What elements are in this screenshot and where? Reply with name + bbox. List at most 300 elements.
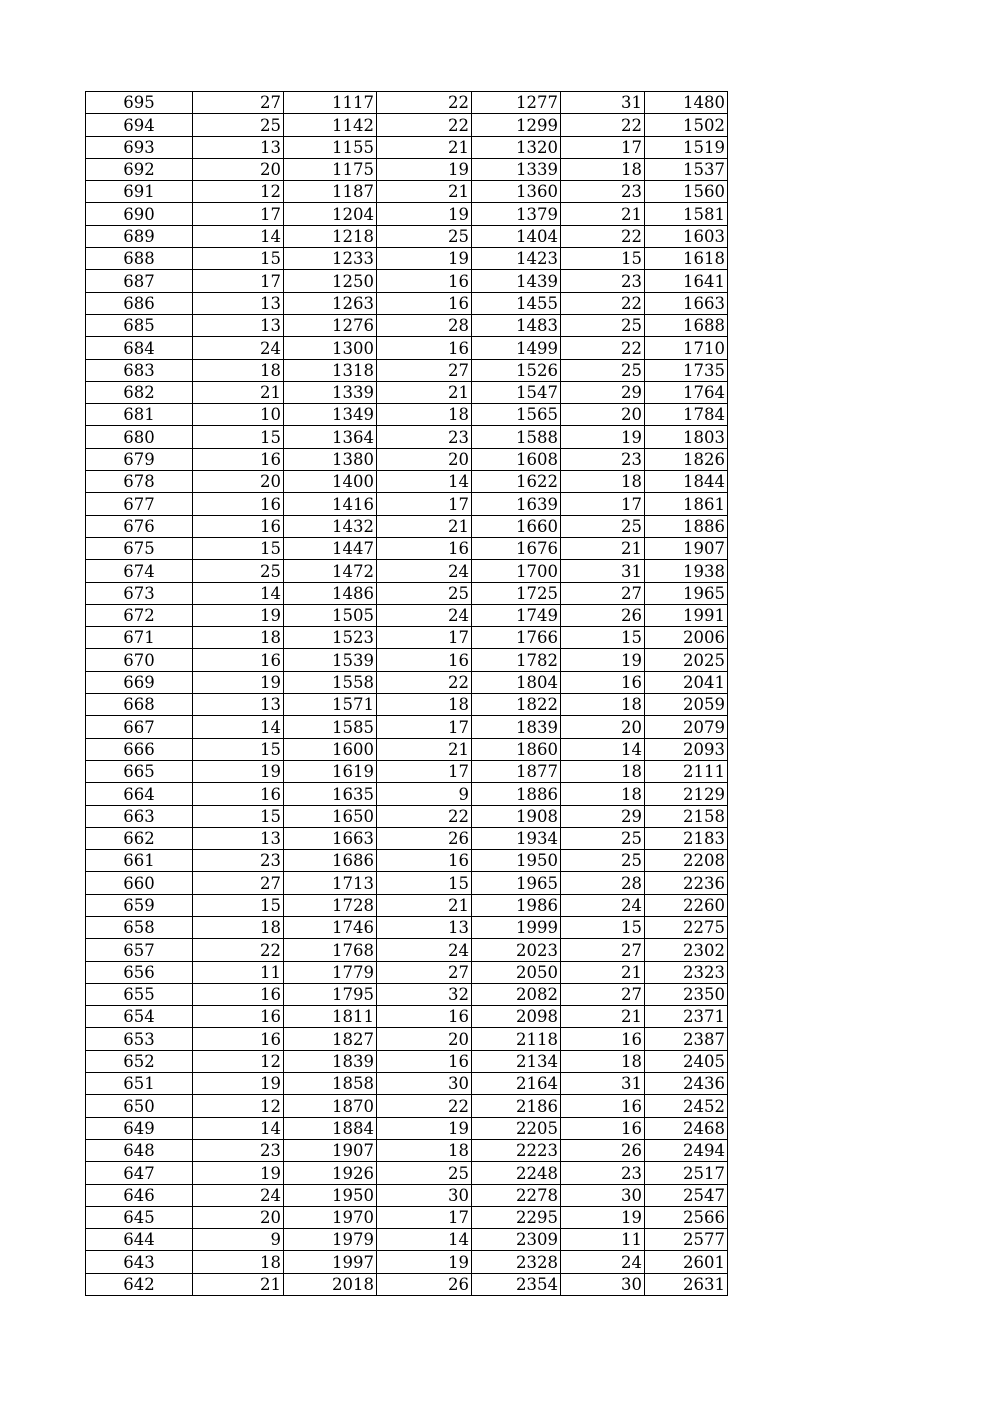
table-row xyxy=(86,493,728,515)
table-cell: 13 xyxy=(193,136,284,158)
table-cell: 19 xyxy=(193,760,284,782)
table-cell: 1585 xyxy=(284,716,377,738)
table-cell: 1155 xyxy=(284,136,377,158)
table-cell: 28 xyxy=(377,314,472,336)
table-row xyxy=(86,916,728,938)
table-cell: 21 xyxy=(561,1006,645,1028)
table-cell: 1997 xyxy=(284,1251,377,1273)
table-cell: 1735 xyxy=(645,359,728,381)
table-row xyxy=(86,448,728,470)
table-cell: 11 xyxy=(193,961,284,983)
table-cell: 1339 xyxy=(284,381,377,403)
table-cell: 21 xyxy=(377,181,472,203)
table-cell: 16 xyxy=(561,1095,645,1117)
table-cell: 1886 xyxy=(645,515,728,537)
table-cell: 1277 xyxy=(472,92,561,114)
table-cell: 1926 xyxy=(284,1162,377,1184)
table-cell: 1860 xyxy=(472,738,561,760)
table-cell: 2082 xyxy=(472,983,561,1005)
table-cell: 1204 xyxy=(284,203,377,225)
table-row xyxy=(86,359,728,381)
table-cell: 2018 xyxy=(284,1273,377,1295)
table-cell: 1686 xyxy=(284,850,377,872)
table-cell: 13 xyxy=(193,694,284,716)
table-cell: 646 xyxy=(86,1184,193,1206)
table-cell: 1526 xyxy=(472,359,561,381)
table-cell: 20 xyxy=(377,1028,472,1050)
table-cell: 643 xyxy=(86,1251,193,1273)
table-cell: 20 xyxy=(193,1206,284,1228)
table-row xyxy=(86,1073,728,1095)
table-row xyxy=(86,805,728,827)
table-cell: 2041 xyxy=(645,671,728,693)
table-cell: 18 xyxy=(377,404,472,426)
table-cell: 676 xyxy=(86,515,193,537)
table-cell: 1986 xyxy=(472,894,561,916)
table-cell: 1839 xyxy=(284,1050,377,1072)
table-cell: 1870 xyxy=(284,1095,377,1117)
table-cell: 1827 xyxy=(284,1028,377,1050)
table-cell: 21 xyxy=(561,961,645,983)
table-cell: 17 xyxy=(193,270,284,292)
table-row xyxy=(86,515,728,537)
table-cell: 2566 xyxy=(645,1206,728,1228)
table-cell: 27 xyxy=(561,939,645,961)
table-cell: 15 xyxy=(377,872,472,894)
table-cell: 1938 xyxy=(645,560,728,582)
table-cell: 1804 xyxy=(472,671,561,693)
table-cell: 1884 xyxy=(284,1117,377,1139)
table-cell: 18 xyxy=(377,1139,472,1161)
table-cell: 20 xyxy=(561,716,645,738)
table-cell: 647 xyxy=(86,1162,193,1184)
table-cell: 24 xyxy=(193,337,284,359)
table-cell: 1349 xyxy=(284,404,377,426)
table-cell: 27 xyxy=(377,359,472,381)
table-cell: 1713 xyxy=(284,872,377,894)
table-cell: 651 xyxy=(86,1073,193,1095)
table-cell: 1423 xyxy=(472,248,561,270)
table-cell: 24 xyxy=(561,894,645,916)
table-row xyxy=(86,1028,728,1050)
table-cell: 653 xyxy=(86,1028,193,1050)
table-cell: 685 xyxy=(86,314,193,336)
table-cell: 19 xyxy=(561,649,645,671)
table-cell: 21 xyxy=(561,537,645,559)
table-cell: 1676 xyxy=(472,537,561,559)
table-cell: 2387 xyxy=(645,1028,728,1050)
table-cell: 18 xyxy=(561,783,645,805)
table-cell: 1999 xyxy=(472,916,561,938)
table-cell: 24 xyxy=(377,604,472,626)
table-cell: 24 xyxy=(377,939,472,961)
table-cell: 22 xyxy=(377,1095,472,1117)
table-cell: 1117 xyxy=(284,92,377,114)
table-cell: 2129 xyxy=(645,783,728,805)
table-cell: 15 xyxy=(561,248,645,270)
table-row xyxy=(86,225,728,247)
table-cell: 679 xyxy=(86,448,193,470)
table-cell: 20 xyxy=(193,471,284,493)
table-row xyxy=(86,582,728,604)
table-cell: 22 xyxy=(377,805,472,827)
table-cell: 16 xyxy=(561,1117,645,1139)
table-cell: 19 xyxy=(561,426,645,448)
table-cell: 16 xyxy=(377,1006,472,1028)
table-cell: 19 xyxy=(377,1117,472,1139)
table-cell: 1400 xyxy=(284,471,377,493)
table-cell: 1299 xyxy=(472,114,561,136)
score-table xyxy=(85,91,728,1296)
table-cell: 21 xyxy=(377,738,472,760)
table-cell: 16 xyxy=(193,983,284,1005)
table-cell: 1175 xyxy=(284,158,377,180)
table-cell: 1700 xyxy=(472,560,561,582)
table-cell: 1300 xyxy=(284,337,377,359)
table-cell: 1588 xyxy=(472,426,561,448)
table-cell: 22 xyxy=(193,939,284,961)
table-cell: 681 xyxy=(86,404,193,426)
table-cell: 678 xyxy=(86,471,193,493)
table-cell: 677 xyxy=(86,493,193,515)
table-cell: 15 xyxy=(193,894,284,916)
table-cell: 15 xyxy=(193,805,284,827)
table-row xyxy=(86,939,728,961)
table-cell: 1795 xyxy=(284,983,377,1005)
table-cell: 16 xyxy=(377,337,472,359)
table-cell: 2134 xyxy=(472,1050,561,1072)
table-row xyxy=(86,426,728,448)
table-cell: 16 xyxy=(377,1050,472,1072)
table-cell: 16 xyxy=(561,671,645,693)
table-cell: 2436 xyxy=(645,1073,728,1095)
table-cell: 1746 xyxy=(284,916,377,938)
table-cell: 18 xyxy=(561,471,645,493)
table-cell: 2601 xyxy=(645,1251,728,1273)
table-cell: 1608 xyxy=(472,448,561,470)
table-cell: 695 xyxy=(86,92,193,114)
table-cell: 27 xyxy=(377,961,472,983)
table-cell: 18 xyxy=(377,694,472,716)
table-cell: 2354 xyxy=(472,1273,561,1295)
table-cell: 2405 xyxy=(645,1050,728,1072)
table-cell: 1276 xyxy=(284,314,377,336)
table-cell: 1839 xyxy=(472,716,561,738)
table-cell: 670 xyxy=(86,649,193,671)
table-cell: 664 xyxy=(86,783,193,805)
table-cell: 17 xyxy=(561,493,645,515)
table-cell: 689 xyxy=(86,225,193,247)
table-cell: 21 xyxy=(377,381,472,403)
table-cell: 30 xyxy=(377,1073,472,1095)
table-row xyxy=(86,337,728,359)
table-cell: 2208 xyxy=(645,850,728,872)
table-cell: 1581 xyxy=(645,203,728,225)
table-cell: 692 xyxy=(86,158,193,180)
table-row xyxy=(86,471,728,493)
table-cell: 2164 xyxy=(472,1073,561,1095)
table-cell: 1505 xyxy=(284,604,377,626)
table-cell: 694 xyxy=(86,114,193,136)
table-cell: 2248 xyxy=(472,1162,561,1184)
table-cell: 642 xyxy=(86,1273,193,1295)
table-cell: 667 xyxy=(86,716,193,738)
table-cell: 12 xyxy=(193,1095,284,1117)
table-cell: 1571 xyxy=(284,694,377,716)
table-cell: 1519 xyxy=(645,136,728,158)
table-cell: 1970 xyxy=(284,1206,377,1228)
table-cell: 2223 xyxy=(472,1139,561,1161)
table-cell: 13 xyxy=(193,314,284,336)
table-cell: 26 xyxy=(561,604,645,626)
table-cell: 1404 xyxy=(472,225,561,247)
table-cell: 14 xyxy=(377,471,472,493)
table-cell: 14 xyxy=(377,1229,472,1251)
table-cell: 1858 xyxy=(284,1073,377,1095)
table-cell: 19 xyxy=(377,248,472,270)
table-cell: 27 xyxy=(561,582,645,604)
table-cell: 1447 xyxy=(284,537,377,559)
table-row xyxy=(86,1095,728,1117)
table-cell: 1635 xyxy=(284,783,377,805)
table-cell: 25 xyxy=(377,1162,472,1184)
table-cell: 18 xyxy=(561,694,645,716)
table-cell: 1619 xyxy=(284,760,377,782)
table-cell: 1618 xyxy=(645,248,728,270)
table-cell: 17 xyxy=(377,627,472,649)
table-row xyxy=(86,1117,728,1139)
table-cell: 2302 xyxy=(645,939,728,961)
table-cell: 25 xyxy=(561,515,645,537)
table-cell: 660 xyxy=(86,872,193,894)
table-row xyxy=(86,1206,728,1228)
table-cell: 684 xyxy=(86,337,193,359)
table-cell: 1950 xyxy=(284,1184,377,1206)
table-cell: 683 xyxy=(86,359,193,381)
table-cell: 1803 xyxy=(645,426,728,448)
table-row xyxy=(86,604,728,626)
table-cell: 21 xyxy=(193,1273,284,1295)
table-cell: 649 xyxy=(86,1117,193,1139)
table-cell: 26 xyxy=(377,1273,472,1295)
table-cell: 16 xyxy=(193,783,284,805)
table-cell: 30 xyxy=(377,1184,472,1206)
table-cell: 1439 xyxy=(472,270,561,292)
table-cell: 662 xyxy=(86,827,193,849)
table-cell: 657 xyxy=(86,939,193,961)
table-row xyxy=(86,314,728,336)
table-cell: 27 xyxy=(561,983,645,1005)
table-cell: 23 xyxy=(561,181,645,203)
table-cell: 16 xyxy=(193,1028,284,1050)
table-row xyxy=(86,783,728,805)
table-cell: 688 xyxy=(86,248,193,270)
table-cell: 17 xyxy=(377,493,472,515)
table-cell: 17 xyxy=(377,1206,472,1228)
table-cell: 24 xyxy=(561,1251,645,1273)
table-cell: 666 xyxy=(86,738,193,760)
table-row xyxy=(86,716,728,738)
table-row xyxy=(86,1184,728,1206)
table-cell: 19 xyxy=(193,671,284,693)
table-cell: 1907 xyxy=(645,537,728,559)
table-cell: 19 xyxy=(377,203,472,225)
table-cell: 2371 xyxy=(645,1006,728,1028)
table-cell: 16 xyxy=(377,649,472,671)
table-cell: 14 xyxy=(193,225,284,247)
table-body xyxy=(86,92,728,1296)
table-cell: 2452 xyxy=(645,1095,728,1117)
table-cell: 22 xyxy=(561,337,645,359)
table-cell: 690 xyxy=(86,203,193,225)
table-cell: 17 xyxy=(377,760,472,782)
table-cell: 17 xyxy=(377,716,472,738)
table-row xyxy=(86,560,728,582)
table-cell: 2098 xyxy=(472,1006,561,1028)
table-cell: 1537 xyxy=(645,158,728,180)
table-cell: 23 xyxy=(561,448,645,470)
table-cell: 2183 xyxy=(645,827,728,849)
table-cell: 31 xyxy=(561,92,645,114)
table-cell: 2275 xyxy=(645,916,728,938)
table-cell: 1142 xyxy=(284,114,377,136)
table-cell: 1725 xyxy=(472,582,561,604)
table-cell: 16 xyxy=(561,1028,645,1050)
table-cell: 21 xyxy=(377,894,472,916)
table-cell: 2631 xyxy=(645,1273,728,1295)
table-cell: 1779 xyxy=(284,961,377,983)
table-cell: 1499 xyxy=(472,337,561,359)
table-cell: 25 xyxy=(561,827,645,849)
table-cell: 9 xyxy=(193,1229,284,1251)
table-row xyxy=(86,961,728,983)
table-cell: 2205 xyxy=(472,1117,561,1139)
table-cell: 15 xyxy=(193,738,284,760)
table-cell: 2468 xyxy=(645,1117,728,1139)
table-cell: 693 xyxy=(86,136,193,158)
table-row xyxy=(86,649,728,671)
table-cell: 1565 xyxy=(472,404,561,426)
table-row xyxy=(86,1050,728,1072)
table-row xyxy=(86,1229,728,1251)
table-cell: 2111 xyxy=(645,760,728,782)
table-cell: 2494 xyxy=(645,1139,728,1161)
table-cell: 25 xyxy=(193,560,284,582)
table-cell: 20 xyxy=(561,404,645,426)
table-cell: 16 xyxy=(377,850,472,872)
table-row xyxy=(86,1139,728,1161)
table-cell: 25 xyxy=(561,850,645,872)
table-cell: 17 xyxy=(193,203,284,225)
table-cell: 1766 xyxy=(472,627,561,649)
table-cell: 29 xyxy=(561,381,645,403)
table-cell: 15 xyxy=(561,627,645,649)
table-cell: 1784 xyxy=(645,404,728,426)
table-cell: 644 xyxy=(86,1229,193,1251)
table-cell: 23 xyxy=(193,850,284,872)
table-cell: 22 xyxy=(377,671,472,693)
table-cell: 656 xyxy=(86,961,193,983)
table-cell: 25 xyxy=(377,582,472,604)
table-cell: 1502 xyxy=(645,114,728,136)
table-cell: 1826 xyxy=(645,448,728,470)
table-cell: 2236 xyxy=(645,872,728,894)
table-cell: 1560 xyxy=(645,181,728,203)
table-cell: 25 xyxy=(377,225,472,247)
table-cell: 18 xyxy=(561,760,645,782)
table-cell: 25 xyxy=(561,314,645,336)
table-cell: 2025 xyxy=(645,649,728,671)
table-row xyxy=(86,404,728,426)
table-cell: 21 xyxy=(193,381,284,403)
table-cell: 1455 xyxy=(472,292,561,314)
table-cell: 26 xyxy=(377,827,472,849)
table-cell: 686 xyxy=(86,292,193,314)
table-cell: 1663 xyxy=(645,292,728,314)
table-cell: 1979 xyxy=(284,1229,377,1251)
table-cell: 9 xyxy=(377,783,472,805)
table-cell: 21 xyxy=(377,136,472,158)
table-cell: 1907 xyxy=(284,1139,377,1161)
table-cell: 1768 xyxy=(284,939,377,961)
table-cell: 32 xyxy=(377,983,472,1005)
table-cell: 22 xyxy=(561,225,645,247)
table-cell: 668 xyxy=(86,694,193,716)
table-cell: 1600 xyxy=(284,738,377,760)
table-cell: 645 xyxy=(86,1206,193,1228)
table-cell: 28 xyxy=(561,872,645,894)
table-cell: 16 xyxy=(377,537,472,559)
table-row xyxy=(86,872,728,894)
table-row xyxy=(86,248,728,270)
table-cell: 18 xyxy=(193,359,284,381)
table-cell: 16 xyxy=(377,270,472,292)
table-cell: 1233 xyxy=(284,248,377,270)
table-row xyxy=(86,181,728,203)
table-cell: 2059 xyxy=(645,694,728,716)
table-row xyxy=(86,760,728,782)
table-cell: 682 xyxy=(86,381,193,403)
table-cell: 1991 xyxy=(645,604,728,626)
table-cell: 15 xyxy=(193,248,284,270)
table-cell: 1688 xyxy=(645,314,728,336)
table-cell: 19 xyxy=(193,604,284,626)
table-cell: 2186 xyxy=(472,1095,561,1117)
table-cell: 1360 xyxy=(472,181,561,203)
table-cell: 1908 xyxy=(472,805,561,827)
table-cell: 654 xyxy=(86,1006,193,1028)
table-cell: 1486 xyxy=(284,582,377,604)
table-row xyxy=(86,694,728,716)
table-cell: 2079 xyxy=(645,716,728,738)
table-cell: 2323 xyxy=(645,961,728,983)
table-cell: 19 xyxy=(561,1206,645,1228)
table-cell: 10 xyxy=(193,404,284,426)
table-cell: 2309 xyxy=(472,1229,561,1251)
table-cell: 16 xyxy=(377,292,472,314)
table-cell: 1844 xyxy=(645,471,728,493)
table-cell: 1749 xyxy=(472,604,561,626)
table-row xyxy=(86,1006,728,1028)
table-cell: 16 xyxy=(193,448,284,470)
table-cell: 15 xyxy=(193,537,284,559)
table-row xyxy=(86,1162,728,1184)
table-cell: 1811 xyxy=(284,1006,377,1028)
table-cell: 1782 xyxy=(472,649,561,671)
table-cell: 1822 xyxy=(472,694,561,716)
table-cell: 1416 xyxy=(284,493,377,515)
table-cell: 674 xyxy=(86,560,193,582)
